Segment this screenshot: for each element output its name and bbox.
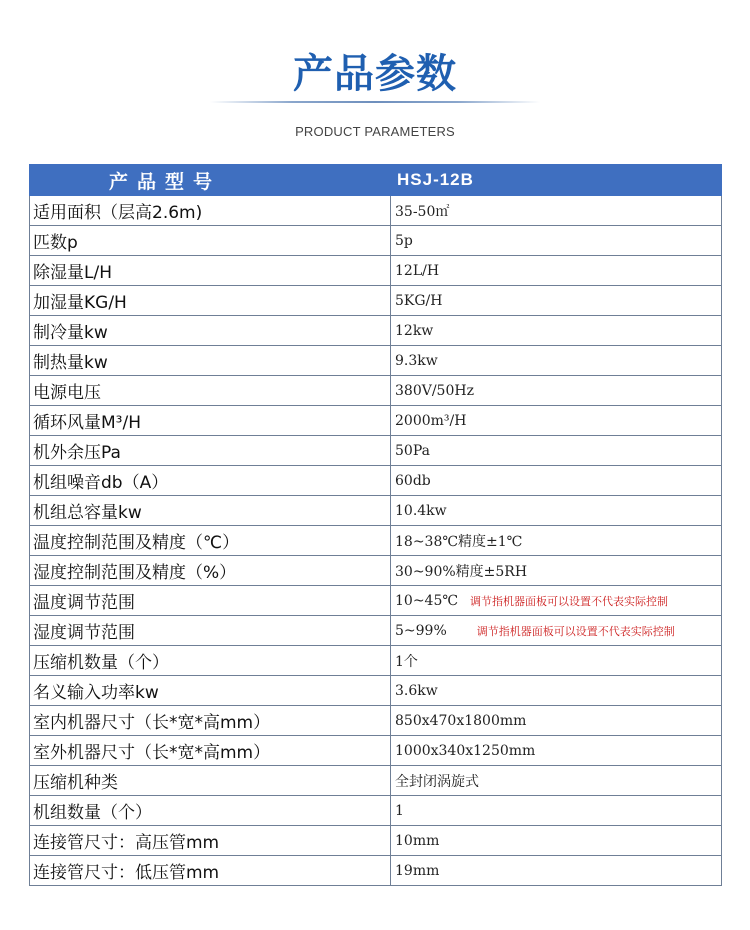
row-value-cell [391,256,722,286]
row-note: 调节指机器面板可以设置不代表实际控制 [470,594,669,608]
table-row [30,856,722,886]
page-subtitle: PRODUCT PARAMETERS [295,124,455,139]
table-row [30,646,722,676]
table-row [30,586,722,616]
row-value-cell [391,406,722,436]
row-value-cell [391,526,722,556]
row-label: 温度控制范围及精度（℃） [30,526,391,556]
row-value: 5p [395,232,413,249]
row-label: 机组噪音db（A） [30,466,391,496]
row-value: 3.6kw [395,682,438,699]
title-divider [210,101,540,103]
table-row [30,256,722,286]
table-row [30,196,722,226]
row-value-cell [391,226,722,256]
row-value-cell [391,586,722,616]
row-value-cell [391,676,722,706]
table-row [30,676,722,706]
row-value: 9.3kw [395,352,438,369]
row-value-cell [391,646,722,676]
row-label: 压缩机种类 [30,766,391,796]
row-value: 1 [395,802,404,819]
row-value-cell [391,196,722,226]
row-value-cell [391,796,722,826]
row-value-cell [391,616,722,646]
row-label: 加湿量KG/H [30,286,391,316]
table-row [30,736,722,766]
row-value: 10~45℃ [395,592,459,609]
row-value-cell [391,706,722,736]
row-label: 制热量kw [30,346,391,376]
table-row [30,556,722,586]
row-value: 12kw [395,322,434,339]
table-row [30,766,722,796]
row-value: 30~90%精度±5RH [395,563,528,580]
table-row [30,706,722,736]
row-label: 机组数量（个） [30,796,391,826]
row-label: 室内机器尺寸（长*宽*高mm） [30,706,391,736]
row-label: 温度调节范围 [30,586,391,616]
row-value: 10mm [395,832,440,849]
row-note: 调节指机器面板可以设置不代表实际控制 [476,624,675,638]
row-value: 60db [395,472,431,489]
row-value: 380V/50Hz [395,382,474,399]
row-value: 5~99% [395,622,447,639]
row-value-cell [391,466,722,496]
spec-table [29,164,722,886]
row-label: 适用面积（层高2.6m) [30,196,391,226]
row-label: 除湿量L/H [30,256,391,286]
header-label: 产品型号 [30,165,391,196]
row-value: 18~38℃精度±1℃ [395,533,523,550]
page-title: 产品参数 [293,51,457,97]
row-label: 匹数p [30,226,391,256]
row-value: 1个 [395,653,418,670]
row-value-cell [391,316,722,346]
header-model-value: HSJ-12B [391,165,722,196]
row-value-cell [391,556,722,586]
table-row [30,796,722,826]
row-value-cell [391,496,722,526]
row-label: 循环风量M³/H [30,406,391,436]
row-value-cell [391,856,722,886]
row-value: 50Pa [395,442,430,459]
table-row [30,226,722,256]
row-label: 机外余压Pa [30,436,391,466]
row-value-cell [391,736,722,766]
row-value: 10.4kw [395,502,447,519]
table-row [30,286,722,316]
row-value-cell [391,346,722,376]
row-label: 制冷量kw [30,316,391,346]
row-label: 机组总容量kw [30,496,391,526]
row-value: 35-50㎡ [395,203,450,220]
table-header-row [30,165,722,196]
row-value-cell [391,766,722,796]
row-value: 19mm [395,862,440,879]
table-row [30,526,722,556]
row-label: 电源电压 [30,376,391,406]
row-value: 5KG/H [395,292,443,309]
row-value-cell [391,376,722,406]
row-value-cell [391,286,722,316]
row-value-cell [391,436,722,466]
row-value: 12L/H [395,262,440,279]
row-label: 压缩机数量（个） [30,646,391,676]
table-row [30,436,722,466]
row-value: 1000x340x1250mm [395,742,536,759]
row-value: 2000m³/H [395,412,467,429]
table-row [30,616,722,646]
row-label: 湿度调节范围 [30,616,391,646]
row-value-cell [391,826,722,856]
table-row [30,826,722,856]
table-row [30,376,722,406]
table-row [30,346,722,376]
table-row [30,466,722,496]
row-label: 连接管尺寸：低压管mm [30,856,391,886]
row-label: 名义输入功率kw [30,676,391,706]
row-value: 850x470x1800mm [395,712,527,729]
table-row [30,316,722,346]
row-label: 连接管尺寸：高压管mm [30,826,391,856]
table-row [30,406,722,436]
row-label: 室外机器尺寸（长*宽*高mm） [30,736,391,766]
row-label: 湿度控制范围及精度（%） [30,556,391,586]
row-value: 全封闭涡旋式 [395,773,479,790]
table-row [30,496,722,526]
